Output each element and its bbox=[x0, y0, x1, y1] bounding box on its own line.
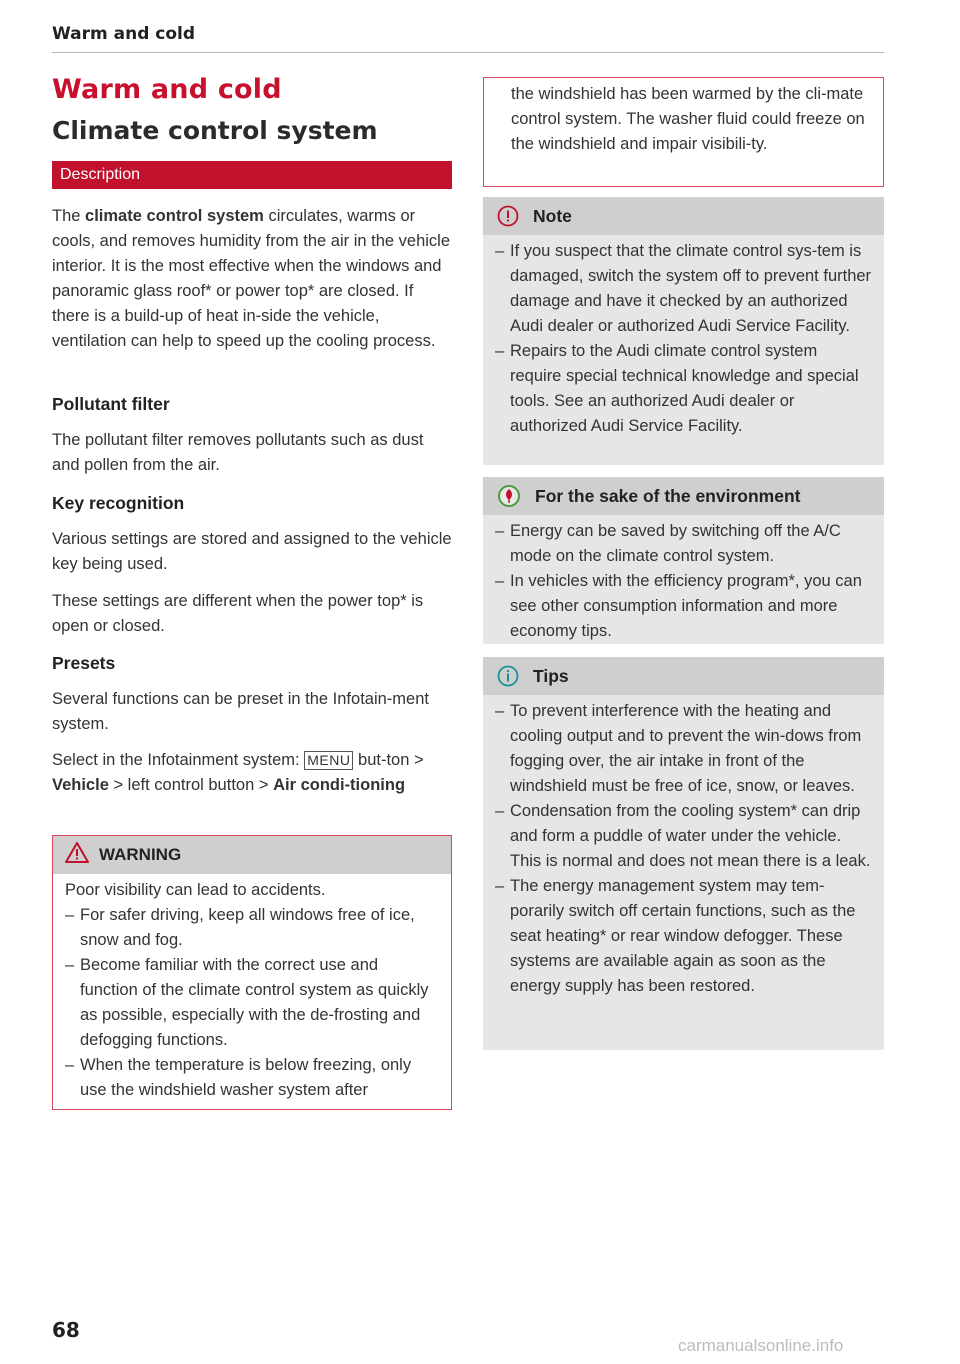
environment-header bbox=[483, 477, 884, 515]
pollutant-text: The pollutant filter removes pollutants such as dust and pollen from the air. bbox=[52, 431, 424, 474]
select-air: Air condi-tioning bbox=[273, 776, 406, 794]
select-mid-2: > left control button > bbox=[108, 776, 274, 794]
intro-bold: climate control system bbox=[85, 207, 264, 225]
environment-item: – Energy can be saved by switching off the A/C mode on the climate control system. bbox=[495, 522, 841, 565]
environment-title: For the sake of the environment bbox=[535, 485, 801, 506]
environment-body bbox=[483, 515, 884, 644]
warning-item: – Become familiar with the correct use and function of the climate control system as quickly as possible, especially with the de-frosting and defogging functions. bbox=[65, 956, 429, 1049]
intro-paragraph bbox=[52, 204, 452, 354]
select-vehicle: Vehicle bbox=[52, 776, 109, 794]
select-prefix: Select in the Infotainment system: bbox=[52, 751, 305, 769]
key-text-1: Various settings are stored and assigned to the vehicle key being used. bbox=[52, 530, 452, 573]
tips-body bbox=[483, 695, 884, 999]
warning-continuation-box bbox=[483, 77, 884, 187]
key-heading: Key recognition bbox=[52, 493, 185, 513]
environment-box bbox=[483, 477, 884, 644]
presets-heading: Presets bbox=[52, 653, 116, 673]
warning-continuation-text: the windshield has been warmed by the cli-mate control system. The washer fluid could freeze on the windshield and impair visibili-ty. bbox=[511, 85, 865, 153]
chapter-title: Warm and cold bbox=[52, 74, 282, 105]
warning-intro: Poor visibility can lead to accidents. bbox=[65, 881, 326, 899]
menu-key: MENU bbox=[304, 751, 353, 770]
running-head: Warm and cold bbox=[52, 24, 884, 53]
section-title: Climate control system bbox=[52, 116, 378, 145]
tips-box bbox=[483, 657, 884, 1050]
note-body bbox=[483, 235, 884, 439]
leaf-icon bbox=[497, 484, 521, 508]
tips-header bbox=[483, 657, 884, 695]
page-number: 68 bbox=[52, 1318, 80, 1342]
exclamation-circle-icon bbox=[497, 205, 519, 227]
tips-item: – The energy management system may tem-porarily switch off certain functions, such as the seat heating* or rear window defogger. These systems are available again as soon as the energy supply has been restored. bbox=[495, 877, 856, 995]
watermark: carmanualsonline.info bbox=[678, 1336, 844, 1355]
intro-text-b: circulates, warms or cools, and removes humidity from the air in the vehicle interior. It is the most effective when the windows and panoramic glass roof* or power top* are closed. If there is a build-up of heat in-side the vehicle, ventilation can help to speed up the cooling process. bbox=[52, 207, 451, 350]
warning-box bbox=[52, 835, 452, 1110]
tips-title: Tips bbox=[533, 665, 569, 686]
warning-title: WARNING bbox=[99, 845, 182, 864]
info-circle-icon bbox=[497, 665, 519, 687]
description-bar: Description bbox=[52, 161, 452, 189]
warning-item: – When the temperature is below freezing, only use the windshield washer system after bbox=[65, 1056, 412, 1099]
tips-item: – Condensation from the cooling system* can drip and form a puddle of water under the vehicle. This is normal and does not mean there is a leak. bbox=[495, 802, 871, 870]
presets-text: Several functions can be preset in the Infotain-ment system. bbox=[52, 690, 429, 733]
presets-select bbox=[52, 748, 452, 798]
pollutant-heading: Pollutant filter bbox=[52, 394, 170, 414]
warning-body bbox=[53, 874, 451, 1103]
environment-item: – In vehicles with the efficiency program*, you can see other consumption information and more economy tips. bbox=[495, 572, 862, 640]
warning-item: – For safer driving, keep all windows free of ice, snow and fog. bbox=[65, 906, 415, 949]
select-mid-1: but-ton > bbox=[353, 751, 424, 769]
note-title: Note bbox=[533, 205, 572, 226]
note-item: – If you suspect that the climate control sys-tem is damaged, switch the system off to prevent further damage and have it checked by an authorized Audi dealer or authorized Audi Service Facility. bbox=[495, 242, 872, 335]
warning-header bbox=[53, 836, 451, 874]
note-item: – Repairs to the Audi climate control system require special technical knowledge and special tools. See an authorized Audi dealer or authorized Audi Service Facility. bbox=[495, 342, 859, 435]
note-box bbox=[483, 197, 884, 465]
tips-item: – To prevent interference with the heating and cooling output and to prevent the win-dows from fogging over, the air intake in front of the windshield must be free of ice, snow, or leaves. bbox=[495, 702, 862, 795]
warning-icon bbox=[65, 842, 99, 868]
key-text-2: These settings are different when the power top* is open or closed. bbox=[52, 592, 424, 635]
note-header bbox=[483, 197, 884, 235]
intro-text-a: The bbox=[52, 207, 86, 225]
